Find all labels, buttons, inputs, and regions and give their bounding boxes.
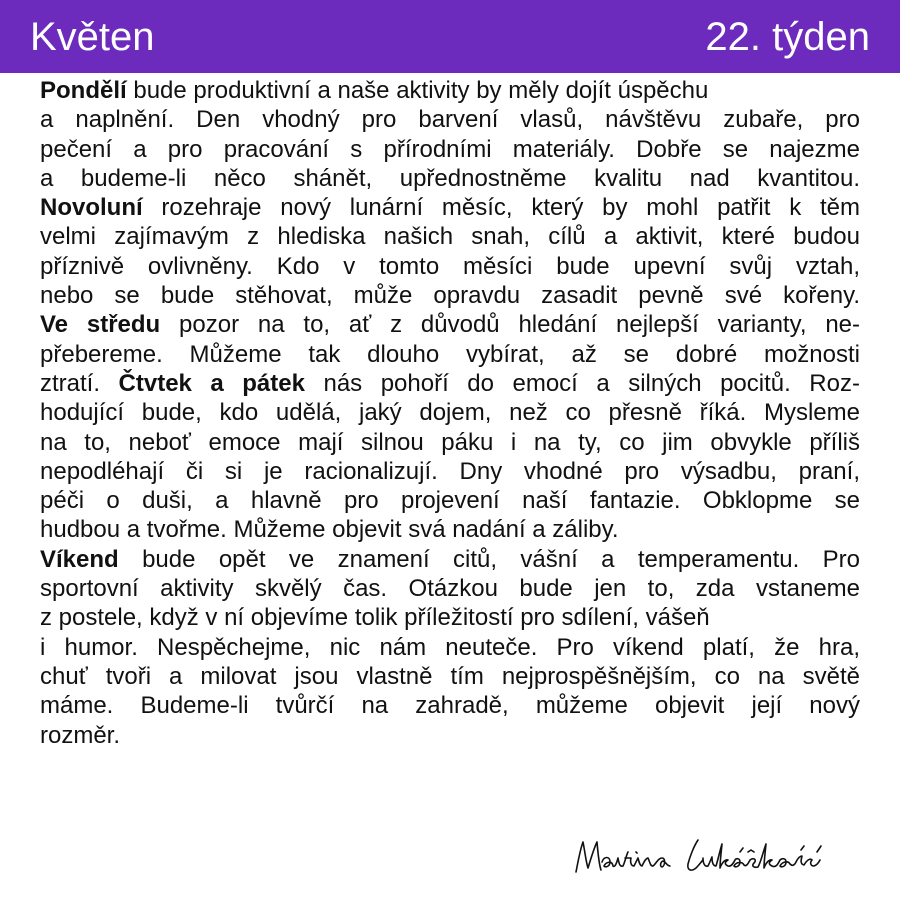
text-line: a naplnění. Den vhodný pro barvení vlasů, návštěvu zubaře, pro	[40, 106, 860, 134]
text-line: máme. Budeme-li tvůrčí na zahradě, můžeme objevit její nový	[40, 692, 860, 720]
paragraph-weekend	[40, 545, 860, 750]
text-line: Pondělí bude produktivní a naše aktivity by měly dojít úspěchu	[40, 77, 709, 104]
author-signature	[568, 822, 868, 886]
day-label-new-moon: Novoluní	[40, 194, 143, 222]
text-line: chuť tvoři a milovat jsou vlastně tím nejprospěšnějším, co na světě	[40, 662, 860, 690]
text-line: i humor. Nespěchejme, nic nám neuteče. Pro víkend platí, že hra,	[40, 633, 860, 661]
day-label-thursday-friday: Čtvtek a pátek	[118, 369, 305, 397]
paragraph-new-moon	[40, 193, 860, 310]
text-line: pečení a pro pracování s přírodními materiály. Dobře se najezme	[40, 135, 860, 163]
text-line: z postele, když v ní objevíme tolik příležitostí pro sdílení, vášeň	[40, 604, 710, 632]
text-line: sportovní aktivity skvělý čas. Otázkou bude jen to, zda vstaneme	[40, 575, 860, 603]
day-label-wednesday: Ve středu	[40, 311, 161, 339]
text-line: na to, neboť emoce mají silnou páku i na ty, co jim obvykle příliš	[40, 428, 860, 456]
text-line: hodující bude, kdo udělá, jaký dojem, než co přesně říká. Mysleme	[40, 399, 860, 427]
month-title: Květen	[30, 14, 155, 59]
week-number: 22. týden	[705, 14, 870, 59]
text-line: velmi zajímavým z hlediska našich snah, cílů a aktivit, které budou	[40, 223, 860, 251]
text-line: a budeme-li něco shánět, upřednostněme kvalitu nad kvantitou.	[40, 164, 860, 192]
text-line: ztratí. Čtvtek a pátek nás pohoří do emocí a silných pocitů. Roz-	[40, 369, 860, 397]
day-label-monday: Pondělí	[40, 77, 127, 104]
text-line: Ve středu pozor na to, ať z důvodů hledání nejlepší varianty, ne-	[40, 311, 861, 339]
day-label-weekend: Víkend	[40, 545, 119, 573]
text-line: péči o duši, a hlavně pro projevení naší fantazie. Obklopme se	[40, 487, 860, 515]
text-line: nebo se bude stěhovat, může opravdu zasadit pevně své kořeny.	[40, 282, 860, 310]
horoscope-text	[40, 76, 860, 750]
paragraph-wednesday	[40, 310, 860, 544]
text-line: Novoluní rozehraje nový lunární měsíc, který by mohl patřit k těm	[40, 194, 860, 222]
text-line: hudbou a tvořme. Můžeme objevit svá nadání a záliby.	[40, 516, 619, 544]
text-line: Víkend bude opět ve znamení citů, vášní a temperamentu. Pro	[40, 545, 860, 573]
paragraph-monday	[40, 76, 860, 193]
text-line: nepodléhají či si je racionalizují. Dny vhodné pro výsadbu, praní,	[40, 457, 860, 485]
text-line: příznivě ovlivněny. Kdo v tomto měsíci bude upevní svůj vztah,	[40, 252, 860, 280]
text-line: rozměr.	[40, 721, 121, 749]
header-bar	[0, 0, 900, 73]
text-line: přebereme. Můžeme tak dlouho vybírat, až se dobré možnosti	[40, 340, 860, 368]
